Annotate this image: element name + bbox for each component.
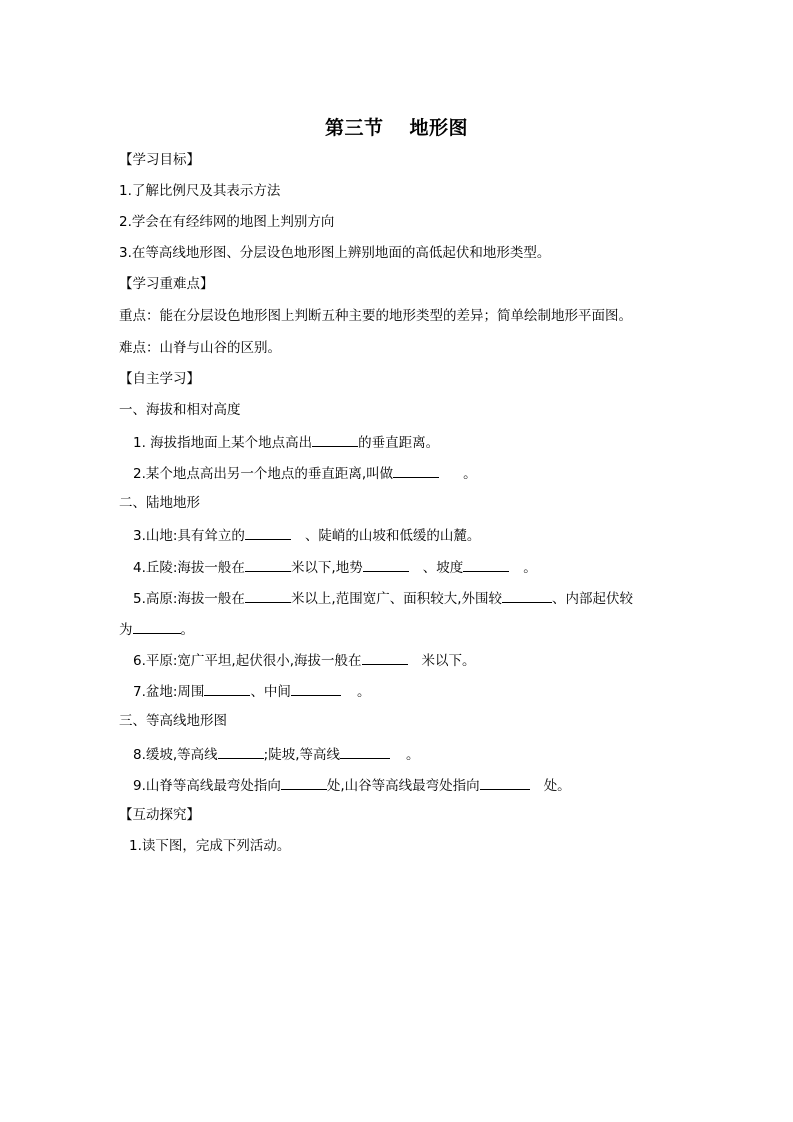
blank-field[interactable]: [245, 557, 291, 572]
goals-heading: 【学习目标】: [119, 152, 200, 168]
section-heading-2: 二、陆地地形: [119, 495, 200, 511]
question-7: 7.盆地:周围 、中间 。: [133, 681, 370, 701]
explore-heading: 【互动探究】: [119, 807, 200, 823]
self-study-heading: 【自主学习】: [119, 371, 200, 387]
question-5: 5.高原:海拔一般在 米以上,范围宽广、面积较大,外围较 、内部起伏较: [133, 588, 633, 608]
blank-field[interactable]: [340, 744, 390, 759]
question-8: 8.缓坡,等高线 ;陡坡,等高线 。: [133, 744, 420, 764]
goal-item-3: 3.在等高线地形图、分层设色地形图上辨别地面的高低起伏和地形类型。: [119, 245, 551, 261]
blank-field[interactable]: [204, 681, 250, 696]
question-5-continued: 为 。: [119, 619, 194, 639]
blank-field[interactable]: [245, 588, 291, 603]
blank-field[interactable]: [480, 775, 530, 790]
page-title: 第三节 地形图: [324, 117, 469, 139]
blank-field[interactable]: [245, 525, 291, 540]
key-heading: 【学习重难点】: [119, 276, 214, 292]
question-3: 3.山地:具有耸立的 、陡峭的山坡和低缓的山麓。: [133, 525, 480, 545]
question-2: 2.某个地点高出另一个地点的垂直距离,叫做 。: [133, 463, 477, 483]
goal-item-1: 1.了解比例尺及其表示方法: [119, 183, 281, 199]
explore-question-1: 1.读下图，完成下列活动。: [129, 838, 291, 854]
blank-field[interactable]: [218, 744, 264, 759]
section-heading-3: 三、等高线地形图: [119, 713, 227, 729]
blank-field[interactable]: [312, 432, 358, 447]
question-1: 1. 海拔指地面上某个地点高出 的垂直距离。: [133, 432, 439, 452]
blank-field[interactable]: [502, 588, 552, 603]
blank-field[interactable]: [281, 775, 327, 790]
blank-field[interactable]: [362, 650, 408, 665]
goal-item-2: 2.学会在有经纬网的地图上判别方向: [119, 214, 335, 230]
key-difficulty: 难点：山脊与山谷的区别。: [119, 340, 281, 356]
section-heading-1: 一、海拔和相对高度: [119, 402, 241, 418]
question-9: 9.山脊等高线最弯处指向 处,山谷等高线最弯处指向 处。: [133, 775, 571, 795]
blank-field[interactable]: [133, 619, 181, 634]
question-4: 4.丘陵:海拔一般在 米以下,地势 、坡度 。: [133, 557, 537, 577]
key-focus: 重点：能在分层设色地形图上判断五种主要的地形类型的差异；简单绘制地形平面图。: [119, 308, 632, 324]
blank-field[interactable]: [291, 681, 341, 696]
question-6: 6.平原:宽广平坦,起伏很小,海拔一般在 米以下。: [133, 650, 476, 670]
blank-field[interactable]: [463, 557, 509, 572]
blank-field[interactable]: [363, 557, 409, 572]
blank-field[interactable]: [393, 463, 439, 478]
